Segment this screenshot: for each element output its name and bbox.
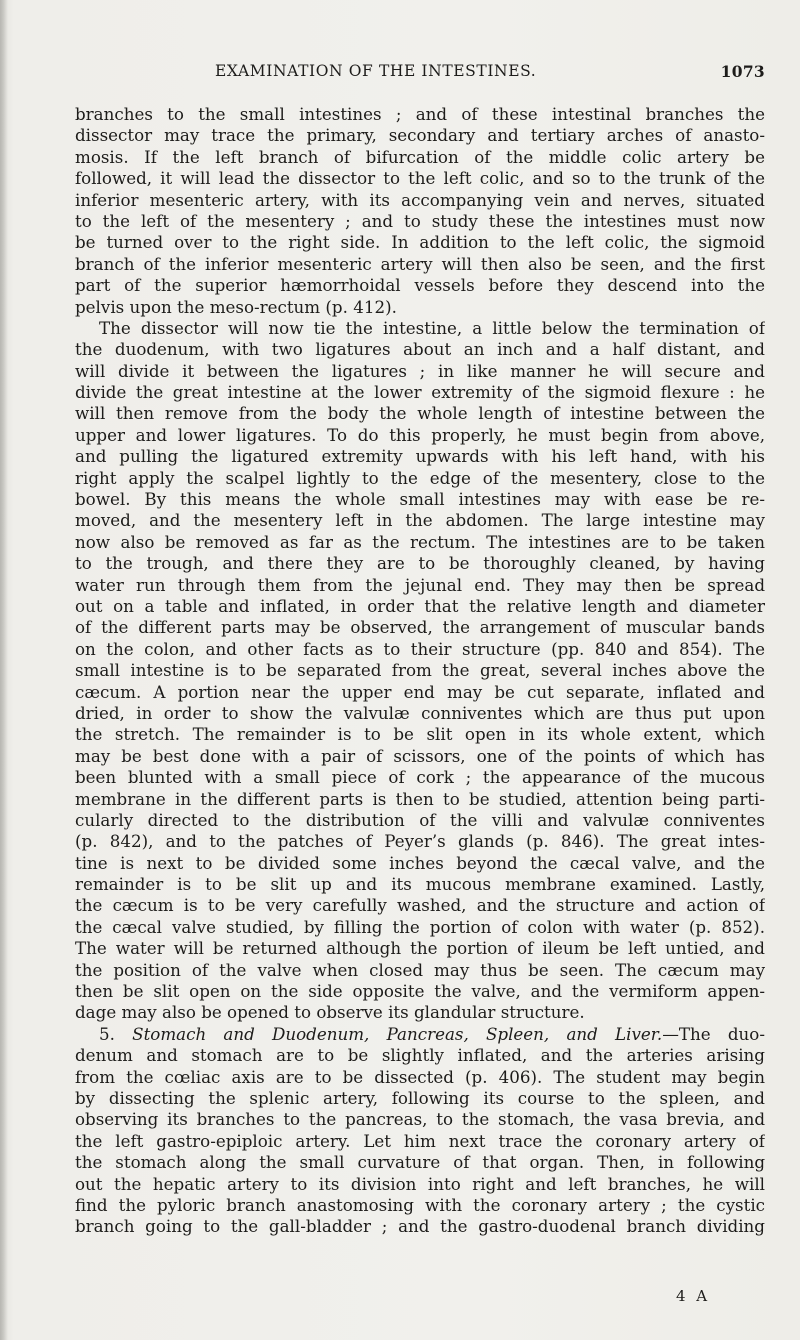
text-line: divide the great intestine at the lower extremity of the sigmoid flexure : he bbox=[75, 382, 765, 403]
text-line: of the different parts may be observed, the arrangement of muscular bands bbox=[75, 617, 765, 638]
text-line: been blunted with a small piece of cork ; the appearance of the mucous bbox=[75, 767, 765, 788]
section-lead-text: —The duo- bbox=[662, 1023, 765, 1044]
text-line: bowel. By this means the whole small intestines may with ease be re- bbox=[75, 489, 765, 510]
text-line: the position of the valve when closed may thus be seen. The cæcum may bbox=[75, 959, 765, 980]
text-line: inferior mesenteric artery, with its accompanying vein and nerves, situated bbox=[75, 189, 765, 210]
text-line: small intestine is to be separated from the great, several inches above the bbox=[75, 660, 765, 681]
text-line: the stomach along the small curvature of that organ. Then, in following bbox=[75, 1152, 765, 1173]
text-line: moved, and the mesentery left in the abdomen. The large intestine may bbox=[75, 510, 765, 531]
text-line: water run through them from the jejunal end. They may then be spread bbox=[75, 574, 765, 595]
text-line: membrane in the different parts is then to be studied, attention being parti- bbox=[75, 788, 765, 809]
text-line: observing its branches to the pancreas, to the stomach, the vasa brevia, and bbox=[75, 1109, 765, 1130]
text-line: The water will be returned although the portion of ileum be left untied, and bbox=[75, 938, 765, 959]
text-line: remainder is to be slit up and its mucous membrane examined. Lastly, bbox=[75, 874, 765, 895]
text-line: from the cœliac axis are to be dissected (p. 406). The student may begin bbox=[75, 1066, 765, 1087]
text-line: to the left of the mesentery ; and to study these the intestines must now bbox=[75, 210, 765, 231]
text-line: then be slit open on the side opposite the valve, and the vermiform appen- bbox=[75, 981, 765, 1002]
binding-shadow bbox=[0, 0, 8, 1340]
text-line: the left gastro-epiploic artery. Let him next trace the coronary artery of bbox=[75, 1130, 765, 1151]
running-head-title: EXAMINATION OF THE INTESTINES. bbox=[215, 62, 537, 80]
text-line: out the hepatic artery to its division into right and left branches, he will bbox=[75, 1173, 765, 1194]
page-number: 1073 bbox=[720, 62, 765, 81]
text-line: will divide it between the ligatures ; in like manner he will secure and bbox=[75, 360, 765, 381]
paragraph-end-line: pelvis upon the meso-rectum (p. 412). bbox=[75, 296, 397, 317]
signature-mark: 4 A bbox=[676, 1287, 711, 1305]
text-line: to the trough, and there they are to be thoroughly cleaned, by having bbox=[75, 553, 765, 574]
paragraph-start-line: The dissector will now tie the intestine, a little below the termination of bbox=[99, 317, 765, 338]
text-line: tine is next to be divided some inches beyond the cæcal valve, and the bbox=[75, 852, 765, 873]
text-line: will then remove from the body the whole length of intestine between the bbox=[75, 403, 765, 424]
text-line: cularly directed to the distribution of the villi and valvulæ conniventes bbox=[75, 809, 765, 830]
running-head bbox=[75, 62, 765, 86]
text-line: branches to the small intestines ; and of these intestinal branches the bbox=[75, 104, 765, 124]
text-line: mosis. If the left branch of bifurcation of the middle colic artery be bbox=[75, 146, 765, 167]
text-line: dissector may trace the primary, secondary and tertiary arches of anasto- bbox=[75, 125, 765, 146]
section-title: Stomach and Duodenum, Pancreas, Spleen, and Liver. bbox=[132, 1023, 663, 1044]
text-line: now also be removed as far as the rectum. The intestines are to be taken bbox=[75, 531, 765, 552]
text-line: the stretch. The remainder is to be slit open in its whole extent, which bbox=[75, 724, 765, 745]
text-line: the cæcum is to be very carefully washed, and the structure and action of bbox=[75, 895, 765, 916]
text-line: the cæcal valve studied, by filling the portion of colon with water (p. 852). bbox=[75, 916, 765, 937]
text-line: be turned over to the right side. In addition to the left colic, the sigmoid bbox=[75, 232, 765, 253]
section-number: 5. bbox=[99, 1023, 115, 1044]
text-line: followed, it will lead the dissector to the left colic, and so to the trunk of the bbox=[75, 168, 765, 189]
paragraph-end-line: dage may also be opened to observe its glandular structure. bbox=[75, 1002, 585, 1023]
text-line: branch of the inferior mesenteric artery will then also be seen, and the first bbox=[75, 253, 765, 274]
text-line: part of the superior hæmorrhoidal vessels before they descend into the bbox=[75, 275, 765, 296]
text-line: on the colon, and other facts as to their structure (pp. 840 and 854). The bbox=[75, 638, 765, 659]
text-line: find the pyloric branch anastomosing with the coronary artery ; the cystic bbox=[75, 1194, 765, 1215]
text-line: cæcum. A portion near the upper end may be cut separate, inflated and bbox=[75, 681, 765, 702]
text-line: may be best done with a pair of scissors, one of the points of which has bbox=[75, 745, 765, 766]
text-line: branch going to the gall-bladder ; and the gastro-duodenal branch dividing bbox=[75, 1216, 765, 1237]
text-line: the duodenum, with two ligatures about an inch and a half distant, and bbox=[75, 339, 765, 360]
text-line: right apply the scalpel lightly to the edge of the mesentery, close to the bbox=[75, 467, 765, 488]
text-line: by dissecting the splenic artery, following its course to the spleen, and bbox=[75, 1087, 765, 1108]
section-heading-line bbox=[75, 1024, 765, 1045]
text-line: dried, in order to show the valvulæ conniventes which are thus put upon bbox=[75, 702, 765, 723]
text-line: out on a table and inflated, in order that the relative length and diameter bbox=[75, 595, 765, 616]
text-line: upper and lower ligatures. To do this properly, he must begin from above, bbox=[75, 424, 765, 445]
text-line: and pulling the ligatured extremity upwards with his left hand, with his bbox=[75, 446, 765, 467]
body-text bbox=[75, 104, 765, 1238]
text-line: (p. 842), and to the patches of Peyer’s glands (p. 846). The great intes- bbox=[75, 831, 765, 852]
text-line: denum and stomach are to be slightly inflated, and the arteries arising bbox=[75, 1045, 765, 1066]
